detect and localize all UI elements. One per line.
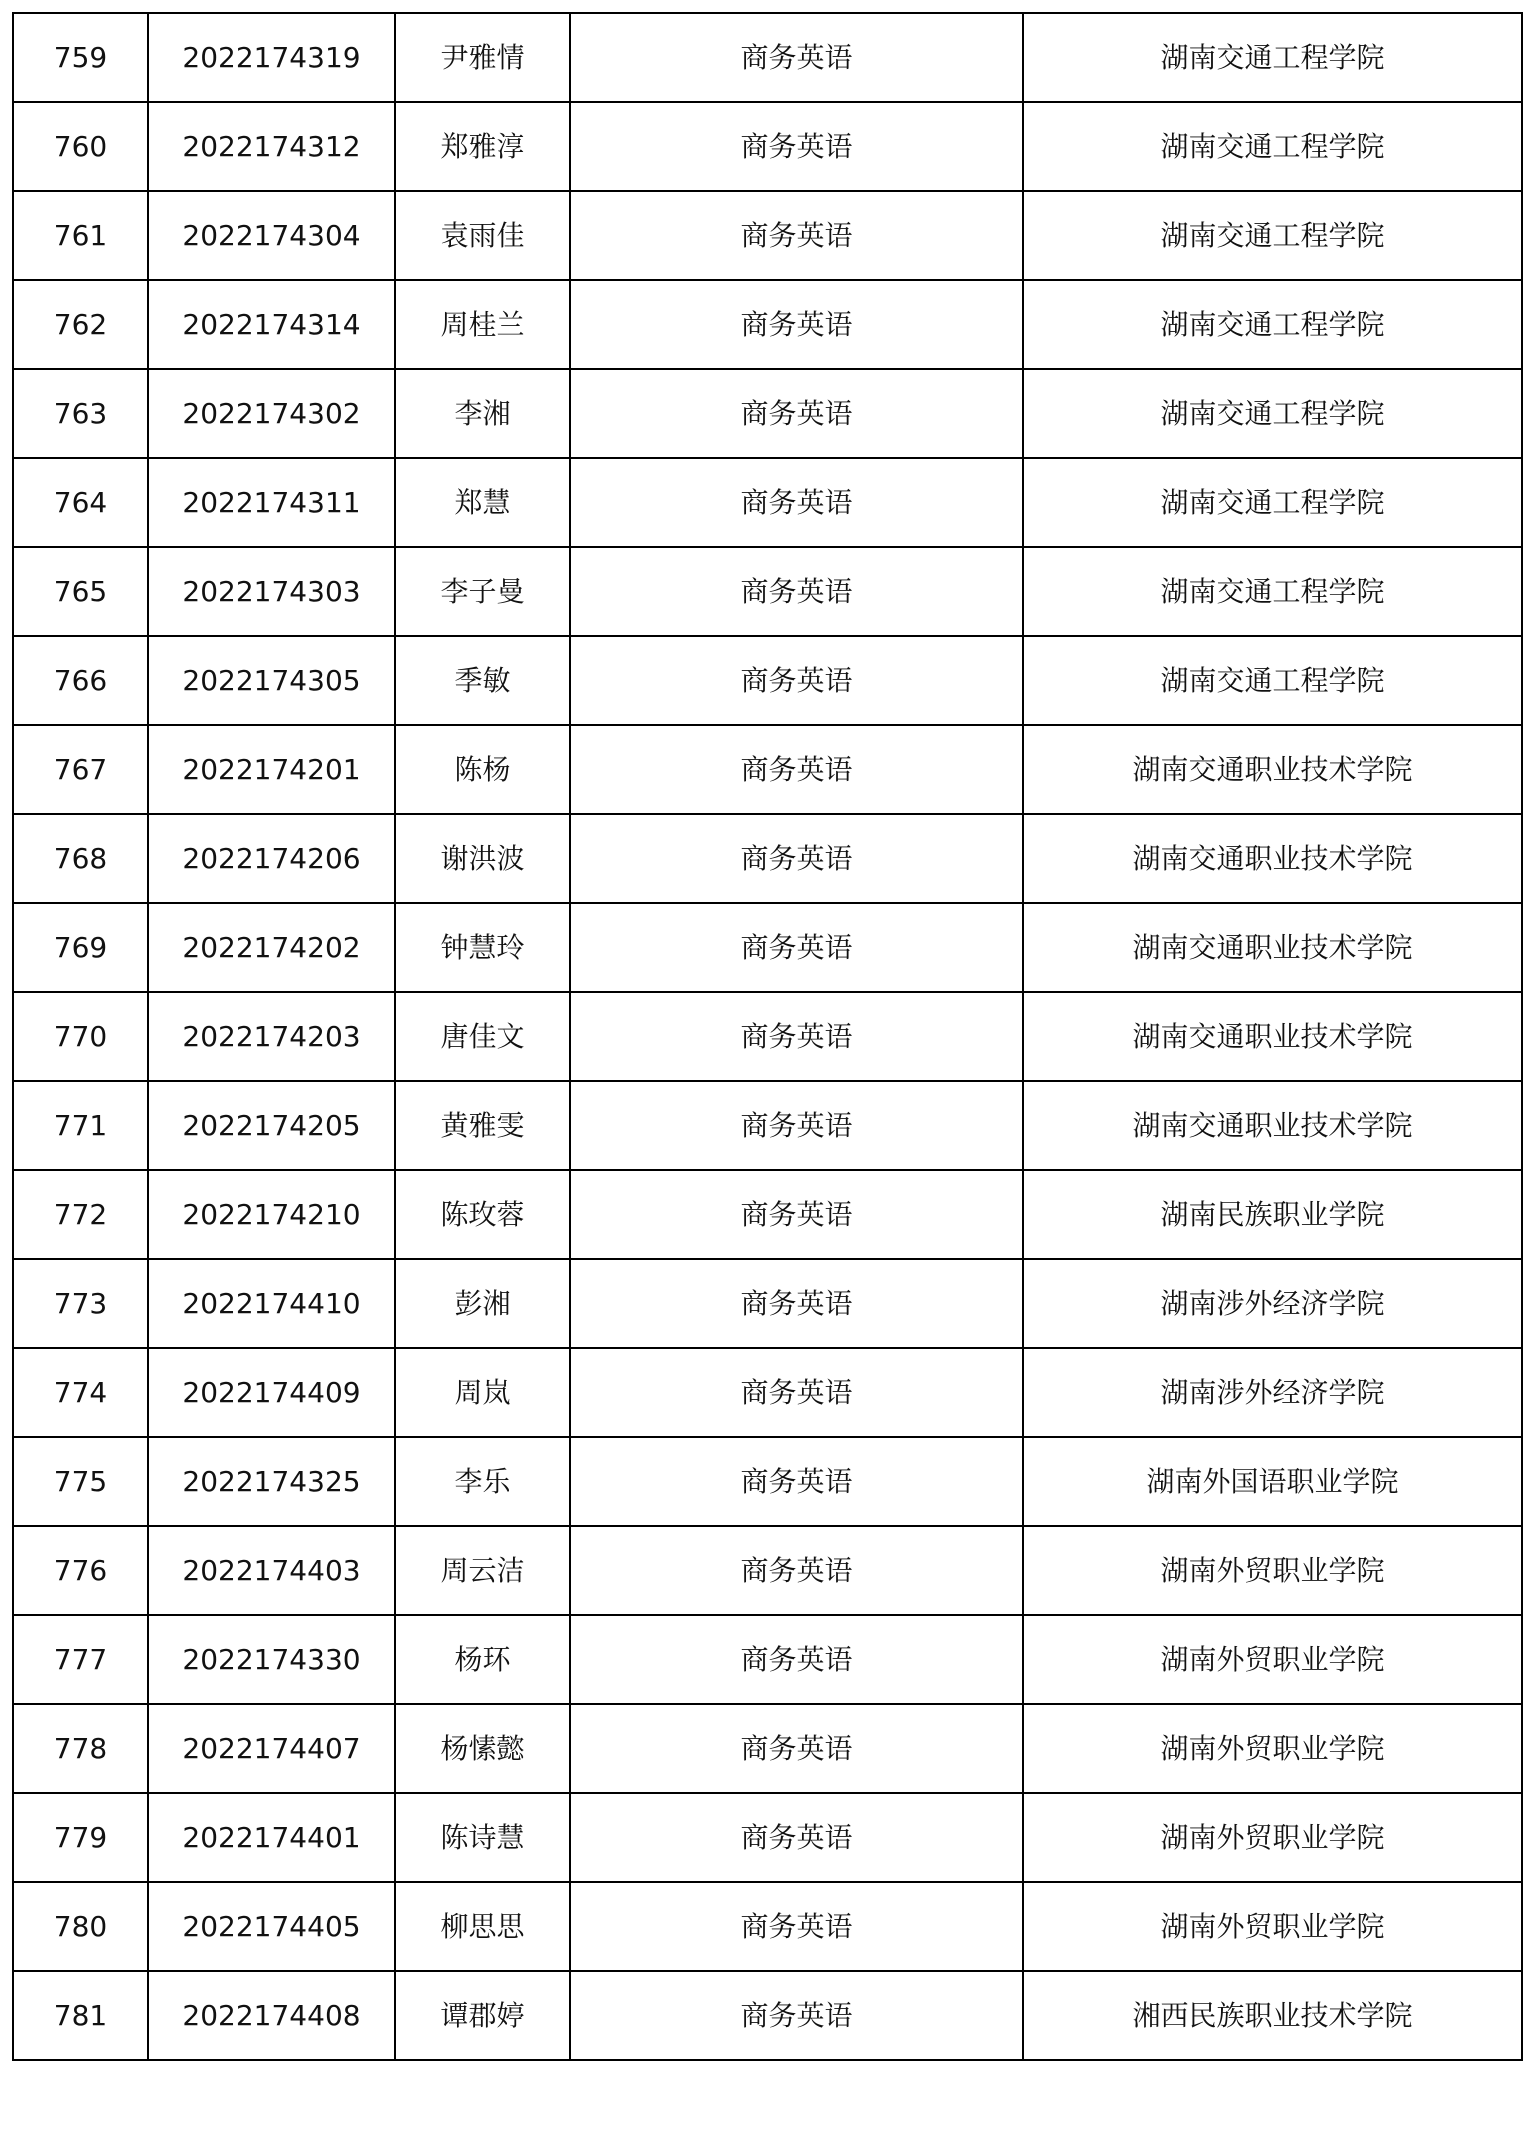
table-row bbox=[13, 1882, 1522, 1971]
cell-school: 湖南涉外经济学院 bbox=[1023, 1348, 1522, 1437]
cell-major: 商务英语 bbox=[570, 280, 1023, 369]
cell-school: 湖南涉外经济学院 bbox=[1023, 1259, 1522, 1348]
cell-number: 765 bbox=[13, 547, 148, 636]
cell-student-id: 2022174407 bbox=[148, 1704, 395, 1793]
cell-number: 763 bbox=[13, 369, 148, 458]
cell-student-id: 2022174305 bbox=[148, 636, 395, 725]
cell-major: 商务英语 bbox=[570, 1615, 1023, 1704]
cell-major: 商务英语 bbox=[570, 903, 1023, 992]
cell-major: 商务英语 bbox=[570, 1882, 1023, 1971]
cell-number: 770 bbox=[13, 992, 148, 1081]
cell-name: 彭湘 bbox=[395, 1259, 570, 1348]
cell-student-id: 2022174206 bbox=[148, 814, 395, 903]
cell-school: 湖南外贸职业学院 bbox=[1023, 1704, 1522, 1793]
cell-major: 商务英语 bbox=[570, 458, 1023, 547]
cell-school: 湖南交通职业技术学院 bbox=[1023, 725, 1522, 814]
table-row bbox=[13, 903, 1522, 992]
cell-name: 郑慧 bbox=[395, 458, 570, 547]
table-row bbox=[13, 1259, 1522, 1348]
cell-student-id: 2022174205 bbox=[148, 1081, 395, 1170]
cell-major: 商务英语 bbox=[570, 13, 1023, 102]
cell-major: 商务英语 bbox=[570, 1348, 1023, 1437]
table-row bbox=[13, 102, 1522, 191]
cell-student-id: 2022174302 bbox=[148, 369, 395, 458]
cell-number: 759 bbox=[13, 13, 148, 102]
cell-school: 湖南交通工程学院 bbox=[1023, 191, 1522, 280]
cell-student-id: 2022174201 bbox=[148, 725, 395, 814]
cell-number: 777 bbox=[13, 1615, 148, 1704]
cell-name: 黄雅雯 bbox=[395, 1081, 570, 1170]
cell-school: 湖南交通工程学院 bbox=[1023, 636, 1522, 725]
cell-number: 774 bbox=[13, 1348, 148, 1437]
cell-major: 商务英语 bbox=[570, 1437, 1023, 1526]
cell-major: 商务英语 bbox=[570, 1170, 1023, 1259]
cell-major: 商务英语 bbox=[570, 191, 1023, 280]
table-row bbox=[13, 547, 1522, 636]
table-row bbox=[13, 1081, 1522, 1170]
cell-student-id: 2022174314 bbox=[148, 280, 395, 369]
cell-number: 769 bbox=[13, 903, 148, 992]
cell-major: 商务英语 bbox=[570, 369, 1023, 458]
cell-student-id: 2022174409 bbox=[148, 1348, 395, 1437]
table-row bbox=[13, 992, 1522, 1081]
cell-name: 陈杨 bbox=[395, 725, 570, 814]
cell-number: 767 bbox=[13, 725, 148, 814]
table-row bbox=[13, 13, 1522, 102]
cell-name: 周云洁 bbox=[395, 1526, 570, 1615]
table-row bbox=[13, 369, 1522, 458]
table-row bbox=[13, 1348, 1522, 1437]
cell-school: 湖南外贸职业学院 bbox=[1023, 1615, 1522, 1704]
student-list-table bbox=[12, 12, 1523, 2061]
cell-name: 陈诗慧 bbox=[395, 1793, 570, 1882]
cell-student-id: 2022174202 bbox=[148, 903, 395, 992]
cell-school: 湖南外贸职业学院 bbox=[1023, 1882, 1522, 1971]
cell-major: 商务英语 bbox=[570, 1259, 1023, 1348]
cell-school: 湖南交通职业技术学院 bbox=[1023, 1081, 1522, 1170]
cell-name: 袁雨佳 bbox=[395, 191, 570, 280]
cell-number: 764 bbox=[13, 458, 148, 547]
cell-student-id: 2022174405 bbox=[148, 1882, 395, 1971]
table-row bbox=[13, 1704, 1522, 1793]
cell-major: 商务英语 bbox=[570, 1971, 1023, 2060]
cell-number: 779 bbox=[13, 1793, 148, 1882]
cell-school: 湖南交通工程学院 bbox=[1023, 369, 1522, 458]
cell-major: 商务英语 bbox=[570, 1081, 1023, 1170]
cell-student-id: 2022174325 bbox=[148, 1437, 395, 1526]
cell-name: 尹雅情 bbox=[395, 13, 570, 102]
cell-student-id: 2022174330 bbox=[148, 1615, 395, 1704]
cell-number: 781 bbox=[13, 1971, 148, 2060]
cell-school: 湖南交通职业技术学院 bbox=[1023, 903, 1522, 992]
cell-number: 761 bbox=[13, 191, 148, 280]
cell-school: 湘西民族职业技术学院 bbox=[1023, 1971, 1522, 2060]
cell-major: 商务英语 bbox=[570, 1526, 1023, 1615]
cell-major: 商务英语 bbox=[570, 547, 1023, 636]
table-row bbox=[13, 191, 1522, 280]
cell-student-id: 2022174401 bbox=[148, 1793, 395, 1882]
cell-number: 766 bbox=[13, 636, 148, 725]
cell-student-id: 2022174203 bbox=[148, 992, 395, 1081]
cell-name: 杨环 bbox=[395, 1615, 570, 1704]
cell-number: 773 bbox=[13, 1259, 148, 1348]
cell-student-id: 2022174311 bbox=[148, 458, 395, 547]
table-row bbox=[13, 1793, 1522, 1882]
cell-name: 李湘 bbox=[395, 369, 570, 458]
cell-school: 湖南外贸职业学院 bbox=[1023, 1793, 1522, 1882]
cell-name: 谭郡婷 bbox=[395, 1971, 570, 2060]
cell-name: 周桂兰 bbox=[395, 280, 570, 369]
cell-number: 780 bbox=[13, 1882, 148, 1971]
cell-name: 李乐 bbox=[395, 1437, 570, 1526]
cell-name: 柳思思 bbox=[395, 1882, 570, 1971]
cell-school: 湖南外国语职业学院 bbox=[1023, 1437, 1522, 1526]
cell-number: 768 bbox=[13, 814, 148, 903]
cell-number: 778 bbox=[13, 1704, 148, 1793]
cell-student-id: 2022174408 bbox=[148, 1971, 395, 2060]
cell-name: 钟慧玲 bbox=[395, 903, 570, 992]
cell-student-id: 2022174312 bbox=[148, 102, 395, 191]
cell-number: 776 bbox=[13, 1526, 148, 1615]
cell-name: 唐佳文 bbox=[395, 992, 570, 1081]
table-row bbox=[13, 1170, 1522, 1259]
table-row bbox=[13, 458, 1522, 547]
cell-major: 商务英语 bbox=[570, 636, 1023, 725]
cell-school: 湖南交通工程学院 bbox=[1023, 547, 1522, 636]
cell-number: 760 bbox=[13, 102, 148, 191]
cell-school: 湖南交通工程学院 bbox=[1023, 458, 1522, 547]
cell-school: 湖南交通工程学院 bbox=[1023, 280, 1522, 369]
cell-number: 772 bbox=[13, 1170, 148, 1259]
table-body bbox=[13, 13, 1522, 2060]
cell-school: 湖南交通职业技术学院 bbox=[1023, 992, 1522, 1081]
cell-number: 762 bbox=[13, 280, 148, 369]
cell-name: 谢洪波 bbox=[395, 814, 570, 903]
table-row bbox=[13, 1437, 1522, 1526]
table-row bbox=[13, 1971, 1522, 2060]
table-row bbox=[13, 280, 1522, 369]
cell-name: 周岚 bbox=[395, 1348, 570, 1437]
cell-number: 775 bbox=[13, 1437, 148, 1526]
cell-school: 湖南交通工程学院 bbox=[1023, 13, 1522, 102]
cell-name: 李子曼 bbox=[395, 547, 570, 636]
cell-major: 商务英语 bbox=[570, 725, 1023, 814]
table-row bbox=[13, 1615, 1522, 1704]
cell-student-id: 2022174319 bbox=[148, 13, 395, 102]
cell-student-id: 2022174303 bbox=[148, 547, 395, 636]
table-row bbox=[13, 1526, 1522, 1615]
cell-school: 湖南外贸职业学院 bbox=[1023, 1526, 1522, 1615]
cell-school: 湖南交通工程学院 bbox=[1023, 102, 1522, 191]
document-page bbox=[12, 12, 1523, 2061]
cell-number: 771 bbox=[13, 1081, 148, 1170]
table-row bbox=[13, 725, 1522, 814]
cell-name: 陈玫蓉 bbox=[395, 1170, 570, 1259]
cell-major: 商务英语 bbox=[570, 814, 1023, 903]
cell-student-id: 2022174410 bbox=[148, 1259, 395, 1348]
cell-name: 郑雅淳 bbox=[395, 102, 570, 191]
table-row bbox=[13, 814, 1522, 903]
table-row bbox=[13, 636, 1522, 725]
cell-school: 湖南交通职业技术学院 bbox=[1023, 814, 1522, 903]
cell-student-id: 2022174304 bbox=[148, 191, 395, 280]
cell-student-id: 2022174403 bbox=[148, 1526, 395, 1615]
cell-name: 季敏 bbox=[395, 636, 570, 725]
cell-name: 杨愫懿 bbox=[395, 1704, 570, 1793]
cell-major: 商务英语 bbox=[570, 1704, 1023, 1793]
cell-major: 商务英语 bbox=[570, 1793, 1023, 1882]
cell-major: 商务英语 bbox=[570, 992, 1023, 1081]
cell-student-id: 2022174210 bbox=[148, 1170, 395, 1259]
cell-major: 商务英语 bbox=[570, 102, 1023, 191]
cell-school: 湖南民族职业学院 bbox=[1023, 1170, 1522, 1259]
